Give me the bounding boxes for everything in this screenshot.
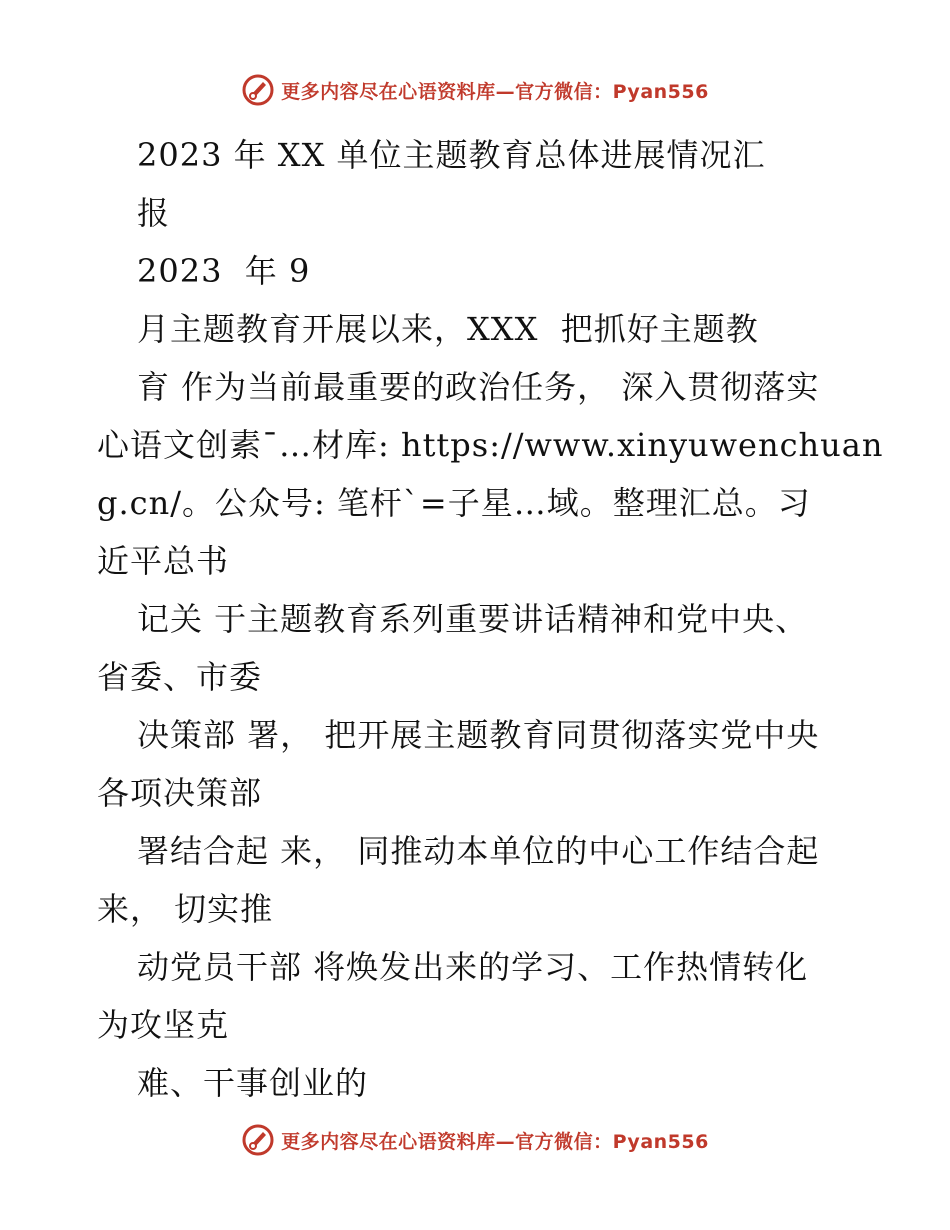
text-line: 为攻坚克	[97, 1006, 230, 1044]
text-line: 记关 于主题教育系列重要讲话精神和党中央、	[137, 600, 809, 638]
text-line: 月主题教育开展以来，XXX 把抓好主题教	[137, 310, 759, 348]
text-line: 近平总书	[97, 542, 230, 580]
text-line: 各项决策部	[97, 774, 263, 812]
document-body	[97, 126, 884, 1112]
text-line: 决策部 署， 把开展主题教育同贯彻落实党中央	[137, 716, 820, 754]
footer-banner	[0, 1120, 950, 1160]
brand-logo-icon	[241, 73, 275, 107]
text-line: 省委、市委	[97, 658, 263, 696]
text-line: 2023 年 XX 单位主题教育总体进展情况汇	[137, 136, 766, 174]
text-line: 来， 切实推	[97, 890, 274, 928]
banner-text: 更多内容尽在心语资料库—官方微信：Pyan556	[281, 1130, 709, 1153]
text-line: 心语文创素¯…材库: https://www.xinyuwenchuan	[97, 426, 884, 464]
text-line: 2023 年 9	[137, 252, 311, 290]
text-line: 难、干事创业的	[137, 1064, 369, 1102]
text-line: 动党员干部 将焕发出来的学习、工作热情转化	[137, 948, 809, 986]
brand-logo-icon	[241, 1123, 275, 1157]
text-line: 署结合起 来， 同推动本单位的中心工作结合起	[137, 832, 820, 870]
banner-text: 更多内容尽在心语资料库—官方微信：Pyan556	[281, 80, 709, 103]
text-line: g.cn/。公众号: 笔杆ˋ=子星…域。整理汇总。习	[97, 484, 811, 522]
text-line: 报	[137, 194, 171, 232]
text-line: 育 作为当前最重要的政治任务， 深入贯彻落实	[137, 368, 820, 406]
header-banner	[0, 70, 950, 110]
